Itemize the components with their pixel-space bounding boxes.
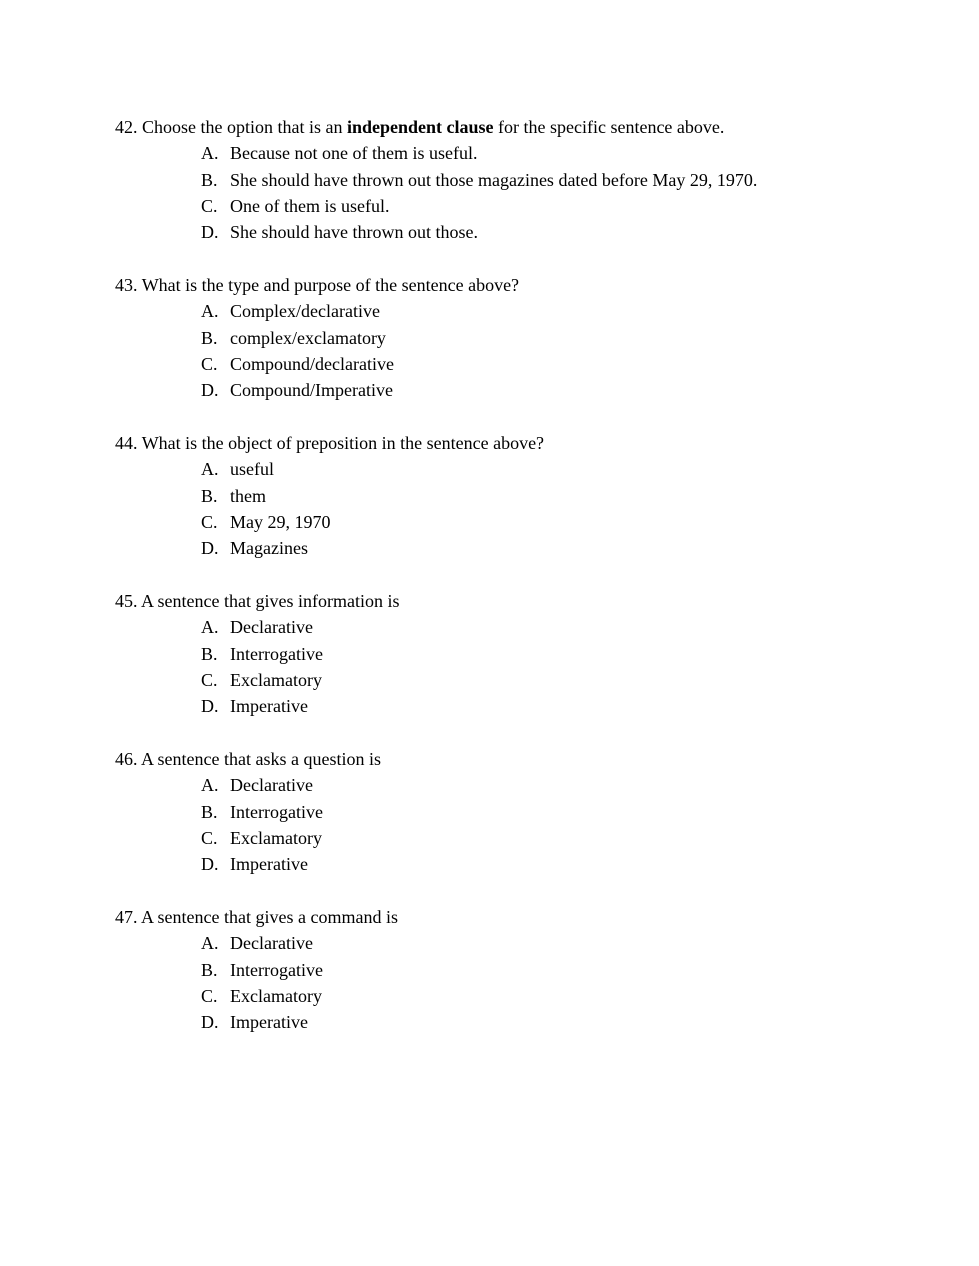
question-45	[115, 588, 935, 719]
option-letter: C.	[201, 827, 218, 848]
question-number: 43.	[115, 275, 138, 295]
option-d[interactable]	[115, 851, 935, 877]
option-c[interactable]	[115, 509, 935, 535]
option-text: Magazines	[230, 538, 308, 559]
options-list	[115, 930, 935, 1035]
option-text: them	[230, 485, 266, 506]
option-d[interactable]	[115, 1009, 935, 1035]
question-number: 42.	[115, 117, 138, 137]
option-a[interactable]	[115, 298, 935, 324]
option-c[interactable]	[115, 351, 935, 377]
option-c[interactable]	[115, 193, 935, 219]
option-letter: C.	[201, 511, 218, 532]
option-a[interactable]	[115, 140, 935, 166]
question-number: 47.	[115, 907, 138, 927]
prompt-text: Choose the option that is an	[142, 117, 343, 137]
option-c[interactable]	[115, 825, 935, 851]
prompt-text: What is the type and purpose of the sentence above?	[141, 275, 520, 295]
option-c[interactable]	[115, 983, 935, 1009]
question-prompt	[115, 430, 935, 456]
option-b[interactable]	[115, 799, 935, 825]
option-letter: A.	[201, 459, 219, 480]
option-letter: D.	[201, 1012, 219, 1033]
option-letter: C.	[201, 669, 218, 690]
option-text: She should have thrown out those.	[230, 222, 478, 243]
question-43	[115, 272, 935, 403]
option-text: Declarative	[230, 617, 313, 638]
option-a[interactable]	[115, 930, 935, 956]
question-number: 46.	[115, 749, 138, 769]
question-number: 44.	[115, 433, 138, 453]
option-letter: C.	[201, 195, 218, 216]
option-text: Exclamatory	[230, 985, 322, 1006]
option-text: Imperative	[230, 1012, 308, 1033]
option-b[interactable]	[115, 641, 935, 667]
option-text: Exclamatory	[230, 669, 322, 690]
prompt-text: A sentence that gives a command is	[141, 907, 398, 927]
option-letter: B.	[201, 801, 218, 822]
option-a[interactable]	[115, 614, 935, 640]
option-b[interactable]	[115, 483, 935, 509]
option-a[interactable]	[115, 772, 935, 798]
option-letter: B.	[201, 643, 218, 664]
question-46	[115, 746, 935, 877]
option-text: complex/exclamatory	[230, 327, 386, 348]
option-letter: D.	[201, 854, 219, 875]
option-text: Interrogative	[230, 643, 323, 664]
question-prompt	[115, 746, 935, 772]
prompt-text-after: for the specific sentence above.	[498, 117, 725, 137]
option-letter: D.	[201, 538, 219, 559]
option-letter: D.	[201, 380, 219, 401]
option-text: Because not one of them is useful.	[230, 143, 478, 164]
option-a[interactable]	[115, 456, 935, 482]
option-text: May 29, 1970	[230, 511, 331, 532]
option-text: Declarative	[230, 933, 313, 954]
question-42	[115, 114, 935, 245]
option-c[interactable]	[115, 667, 935, 693]
option-text: useful	[230, 459, 274, 480]
option-text: Exclamatory	[230, 827, 322, 848]
option-letter: A.	[201, 143, 219, 164]
options-list	[115, 298, 935, 403]
option-letter: A.	[201, 775, 219, 796]
option-letter: B.	[201, 327, 218, 348]
option-b[interactable]	[115, 325, 935, 351]
option-text: Compound/Imperative	[230, 380, 393, 401]
options-list	[115, 140, 935, 245]
option-letter: C.	[201, 985, 218, 1006]
prompt-text: What is the object of preposition in the sentence above?	[141, 433, 545, 453]
option-letter: A.	[201, 301, 219, 322]
option-d[interactable]	[115, 693, 935, 719]
option-text: Compound/declarative	[230, 353, 394, 374]
option-letter: D.	[201, 222, 219, 243]
option-b[interactable]	[115, 167, 935, 193]
option-letter: D.	[201, 696, 219, 717]
question-prompt	[115, 114, 935, 140]
option-text: Imperative	[230, 854, 308, 875]
option-d[interactable]	[115, 535, 935, 561]
prompt-text: A sentence that gives information is	[141, 591, 400, 611]
option-text: She should have thrown out those magazines dated before May 29, 1970.	[230, 169, 758, 190]
option-text: One of them is useful.	[230, 195, 390, 216]
question-44	[115, 430, 935, 561]
option-letter: B.	[201, 169, 218, 190]
options-list	[115, 772, 935, 877]
question-number: 45.	[115, 591, 138, 611]
option-letter: A.	[201, 617, 219, 638]
question-prompt	[115, 904, 935, 930]
options-list	[115, 614, 935, 719]
option-letter: C.	[201, 353, 218, 374]
question-prompt	[115, 588, 935, 614]
option-b[interactable]	[115, 957, 935, 983]
option-text: Imperative	[230, 696, 308, 717]
question-prompt	[115, 272, 935, 298]
option-letter: B.	[201, 959, 218, 980]
options-list	[115, 456, 935, 561]
option-d[interactable]	[115, 219, 935, 245]
question-47	[115, 904, 935, 1035]
prompt-bold-text: independent clause	[346, 117, 494, 137]
option-letter: A.	[201, 933, 219, 954]
prompt-text: A sentence that asks a question is	[141, 749, 381, 769]
option-d[interactable]	[115, 377, 935, 403]
option-text: Interrogative	[230, 959, 323, 980]
option-text: Interrogative	[230, 801, 323, 822]
option-text: Declarative	[230, 775, 313, 796]
option-text: Complex/declarative	[230, 301, 380, 322]
option-letter: B.	[201, 485, 218, 506]
